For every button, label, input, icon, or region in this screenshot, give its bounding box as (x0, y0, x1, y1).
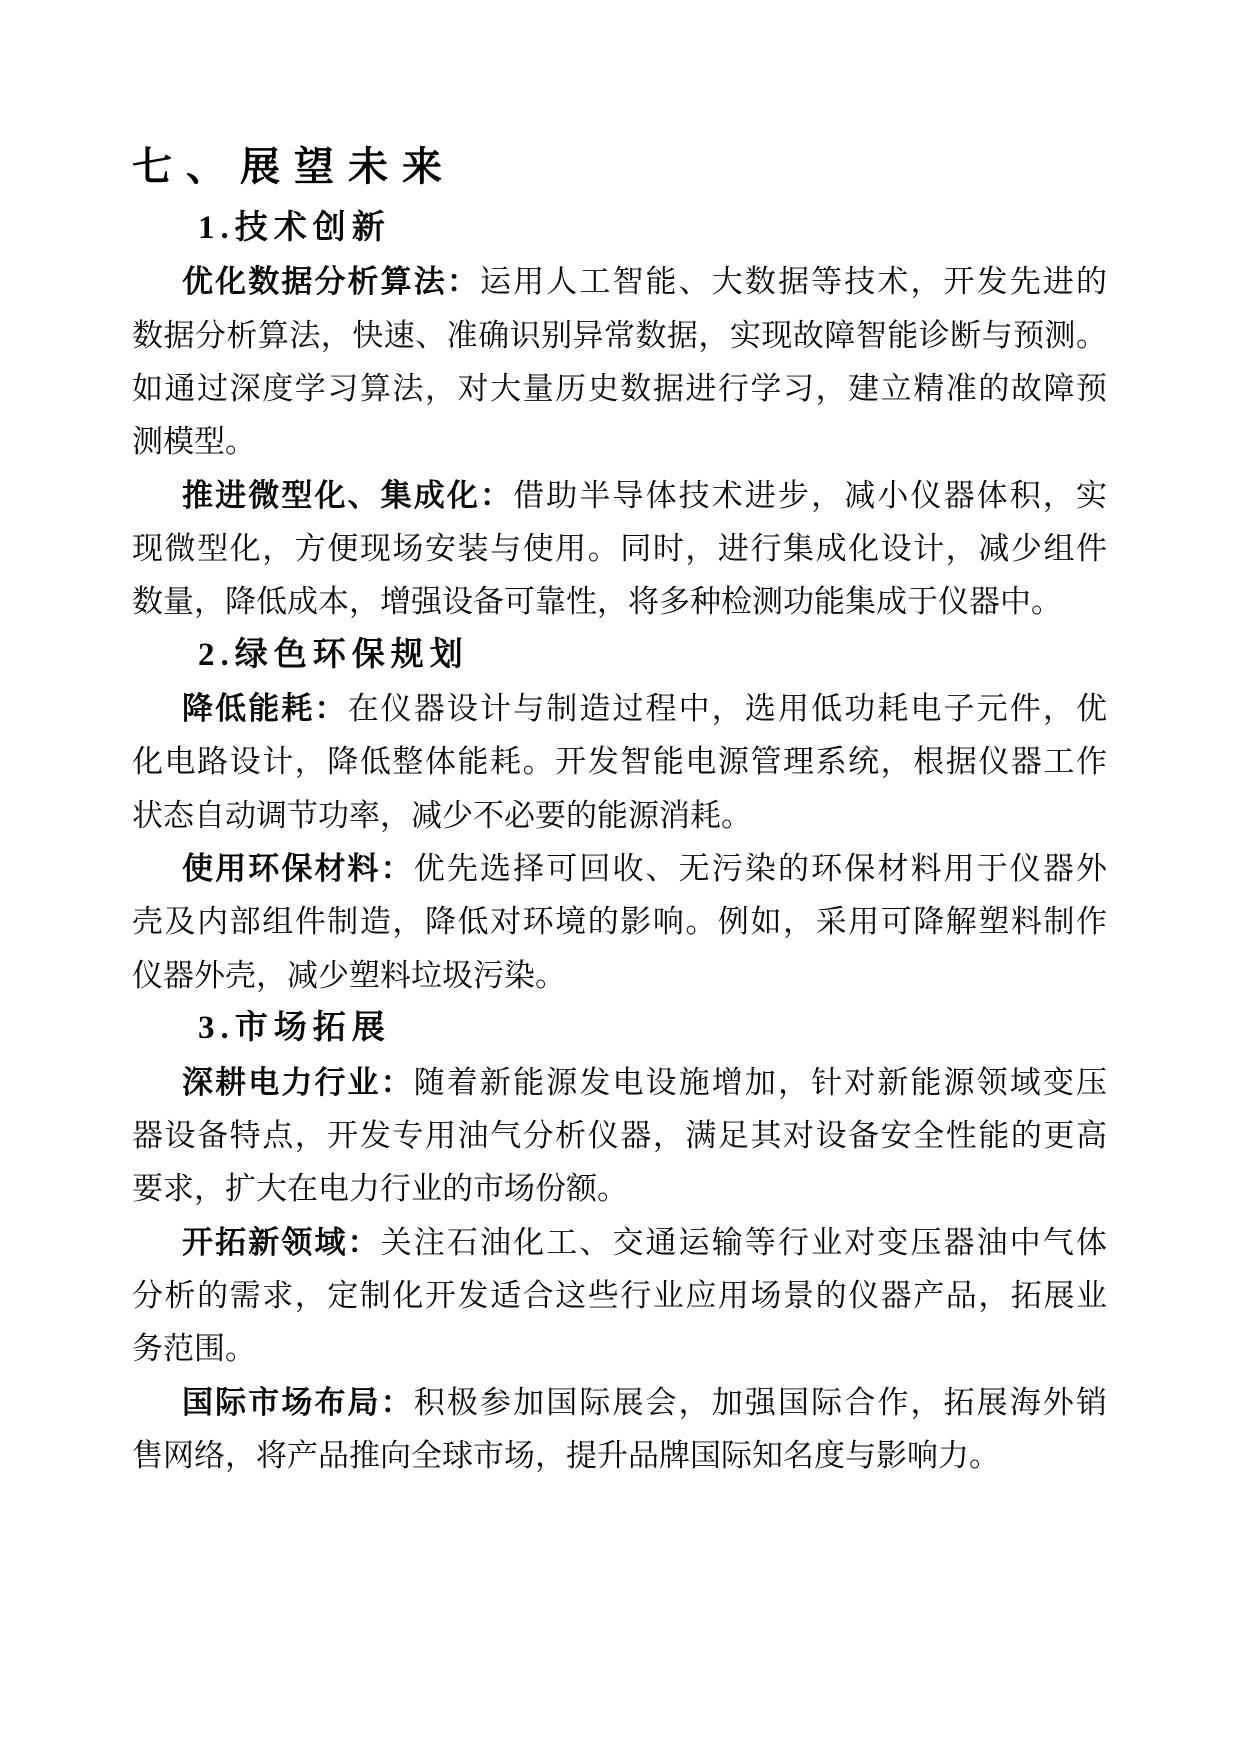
paragraph-line (132, 682, 1107, 735)
line-text: 状态自动调节功率，减少不必要的能源消耗。 (132, 797, 752, 833)
line-text: 器设备特点，开发专用油气分析仪器，满足其对设备安全性能的更高 (132, 1117, 1107, 1153)
line-text: 分析的需求，定制化开发适合这些行业应用场景的仪器产品，拓展业 (132, 1277, 1107, 1313)
line-text: 数据分析算法，快速、准确识别异常数据，实现故障智能诊断与预测。 (132, 317, 1107, 353)
line-text: 优先选择可回收、无污染的环保材料用于仪器外 (413, 851, 1107, 887)
line-text: 仪器外壳，减少塑料垃圾污染。 (132, 957, 566, 993)
line-text: 数量，降低成本，增强设备可靠性，将多种检测功能集成于仪器中。 (132, 584, 1062, 620)
paragraph-line (132, 522, 1107, 575)
paragraph-lead-text: 国际市场布局： (182, 1384, 414, 1420)
paragraph-line (132, 1322, 1107, 1375)
line-text: 积极参加国际展会，加强国际合作，拓展海外销 (413, 1384, 1107, 1420)
line-text: 如通过深度学习算法，对大量历史数据进行学习，建立精准的故障预 (132, 371, 1107, 407)
paragraph-lead-text: 开拓新领域： (182, 1224, 381, 1260)
paragraph-line (132, 1109, 1107, 1162)
paragraph-lead-text: 推进微型化、集成化： (182, 477, 514, 513)
paragraph-line (132, 1269, 1107, 1322)
paragraph-line (132, 1162, 1107, 1215)
line-text: 壳及内部组件制造，降低对环境的影响。例如，采用可降解塑料制作 (132, 904, 1107, 940)
paragraph-lead-text: 深耕电力行业： (182, 1064, 414, 1100)
line-text: 现微型化，方便现场安装与使用。同时，进行集成化设计，减少组件 (132, 531, 1107, 567)
paragraph-line (132, 469, 1107, 522)
paragraph-line (132, 1056, 1107, 1109)
paragraph-line (132, 735, 1107, 788)
paragraph-line (132, 1376, 1107, 1429)
line-text: 借助半导体技术进步，减小仪器体积，实 (513, 477, 1107, 513)
paragraph-lead-text: 降低能耗： (182, 691, 348, 727)
paragraph-line (132, 949, 1107, 1002)
paragraph-line (132, 415, 1107, 468)
paragraph-line (132, 895, 1107, 948)
line-text: 随着新能源发电设施增加，针对新能源领域变压 (413, 1064, 1107, 1100)
page-title: 七、展望未来 (132, 145, 456, 189)
paragraph-line (132, 255, 1107, 308)
line-text: 运用人工智能、大数据等技术，开发先进的 (480, 264, 1107, 300)
paragraph-line (132, 309, 1107, 362)
line-text: 务范围。 (132, 1331, 256, 1367)
line-text: 关注石油化工、交通运输等行业对变压器油中气体 (380, 1224, 1107, 1260)
document-content (132, 143, 1107, 1482)
paragraph-line (132, 1216, 1107, 1269)
line-text: 化电路设计，降低整体能耗。开发智能电源管理系统，根据仪器工作 (132, 744, 1107, 780)
paragraph-line (132, 362, 1107, 415)
section-heading: 3.市场拓展 (198, 1010, 391, 1047)
paragraph-line (132, 1429, 1107, 1482)
line-text: 要求，扩大在电力行业的市场份额。 (132, 1171, 628, 1207)
line-text: 在仪器设计与制造过程中，选用低功耗电子元件，优 (347, 691, 1107, 727)
paragraph-lead-text: 使用环保材料： (182, 851, 414, 887)
paragraph-line (132, 842, 1107, 895)
line-text: 售网络，将产品推向全球市场，提升品牌国际知名度与影响力。 (132, 1437, 1000, 1473)
paragraph-lead-text: 优化数据分析算法： (182, 264, 480, 300)
paragraph-line (132, 575, 1107, 628)
section-heading: 1.技术创新 (198, 210, 391, 246)
line-text: 测模型。 (132, 424, 256, 460)
document-body (132, 202, 1107, 1482)
paragraph-line (132, 789, 1107, 842)
section-heading: 2.绿色环保规划 (198, 636, 469, 673)
